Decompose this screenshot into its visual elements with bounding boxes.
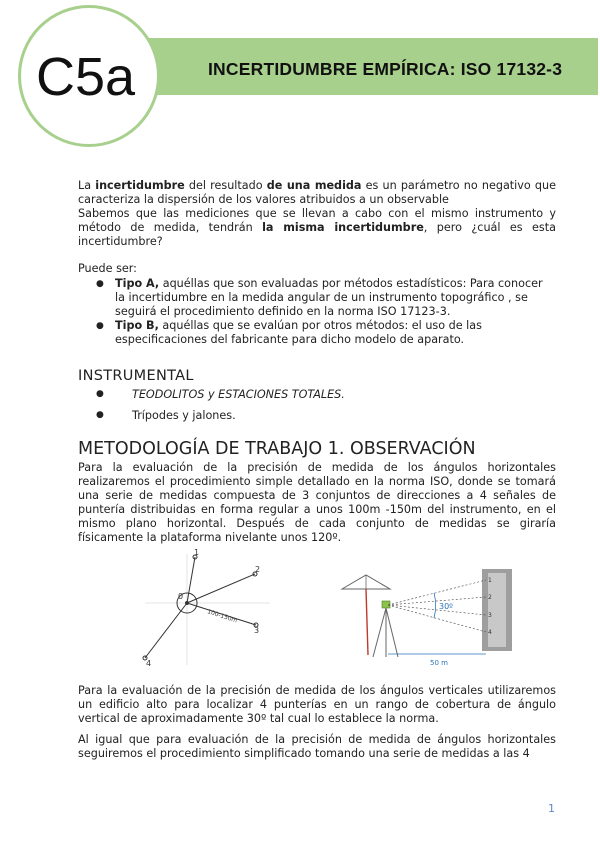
bullet-dot: ●	[96, 321, 104, 331]
tripod-leg	[386, 608, 398, 657]
ranging-pole	[366, 589, 368, 655]
tripod-leg	[373, 608, 386, 657]
center-label: 0	[178, 592, 184, 601]
building-point-4: 4	[488, 629, 492, 636]
vertical-angles-diagram	[338, 565, 518, 670]
direction-line-2	[187, 574, 255, 603]
instrumental-heading: INSTRUMENTAL	[78, 368, 194, 384]
point-label-4: 4	[146, 659, 152, 668]
metodologia-paragraph-1: Para la evaluación de la precisión de medida de los ángulos horizontales realizaremos el procedimiento simple detallado en la norma ISO, donde se tomará una serie de medidas compuesta de 3 conjuntos de direcciones a 4 señales de puntería distribuidas en forma regular a unos 100m -150m del instrumento, en el mismo plano horizontal. Después de cada conjunto de medidas se giraría físicamente la plataforma nivelante unos 120º.	[78, 461, 556, 544]
page-title: INCERTIDUMBRE EMPÍRICA: ISO 17132-3	[208, 59, 563, 79]
point-label-3: 3	[254, 626, 260, 635]
bullet-dot: ●	[96, 279, 104, 289]
sight-line-3	[388, 605, 486, 615]
bullet-dot: ●	[96, 410, 104, 420]
puede-ser-label: Puede ser:	[78, 262, 137, 275]
distance-label: 100-150m	[206, 608, 238, 625]
point-label-2: 2	[255, 565, 261, 574]
metodologia-paragraph-2: Para la evaluación de la precisión de medida de los ángulos verticales utilizaremos un edificio alto para localizar 4 punterías en un rango de cobertura de ángulo vertical de aproximadamente 30º tal cual lo establece la norma.	[78, 684, 556, 725]
metodologia-heading: METODOLOGÍA DE TRABAJO 1. OBSERVACIÓN	[78, 439, 476, 459]
point-label-1: 1	[194, 548, 200, 557]
intro-paragraph-1: La incertidumbre del resultado de una medida es un parámetro no negativo que caracteriza la dispersión de los valores atribuidos a un observable	[78, 179, 556, 206]
angle-label: 30º	[439, 602, 453, 611]
building-point-1: 1	[488, 577, 492, 584]
building-point-3: 3	[488, 612, 492, 619]
chapter-logo: C5a	[36, 47, 136, 107]
horizontal-directions-diagram	[135, 547, 280, 672]
list-item-tripodes: Trípodes y jalones.	[132, 409, 236, 422]
intro-paragraph-2: Sabemos que las mediciones que se llevan a cabo con el mismo instrumento y método de medida, tendrán la misma incertidumbre, pero ¿cuál es esta incertidumbre?	[78, 207, 556, 248]
sight-line-4	[388, 605, 486, 632]
list-item-teodolitos: TEODOLITOS y ESTACIONES TOTALES.	[132, 388, 345, 401]
metodologia-paragraph-3: Al igual que para evaluación de la precisión de medida de ángulos horizontales seguiremos el procedimiento simplificado tomando una serie de medidas a las 4	[78, 733, 556, 760]
angle-arc	[434, 593, 436, 618]
distance-label: 50 m	[430, 659, 448, 667]
building-point-2: 2	[488, 594, 492, 601]
bullet-dot: ●	[96, 389, 104, 399]
page-number: 1	[548, 802, 555, 815]
list-item-tipo-b: Tipo B, aquéllas que se evalúan por otros métodos: el uso de las especificaciones del fabricante para dicho modelo de aparato.	[115, 319, 482, 346]
direction-line-4	[145, 603, 187, 658]
sight-line-2	[388, 597, 486, 605]
list-item-tipo-a: Tipo A, aquéllas que son evaluadas por métodos estadísticos: Para conocer la incertidumbre en la medida angular de un instrumento topográfico , se seguirá el procedimiento definido en la norma ISO 17123-3.	[115, 277, 543, 318]
